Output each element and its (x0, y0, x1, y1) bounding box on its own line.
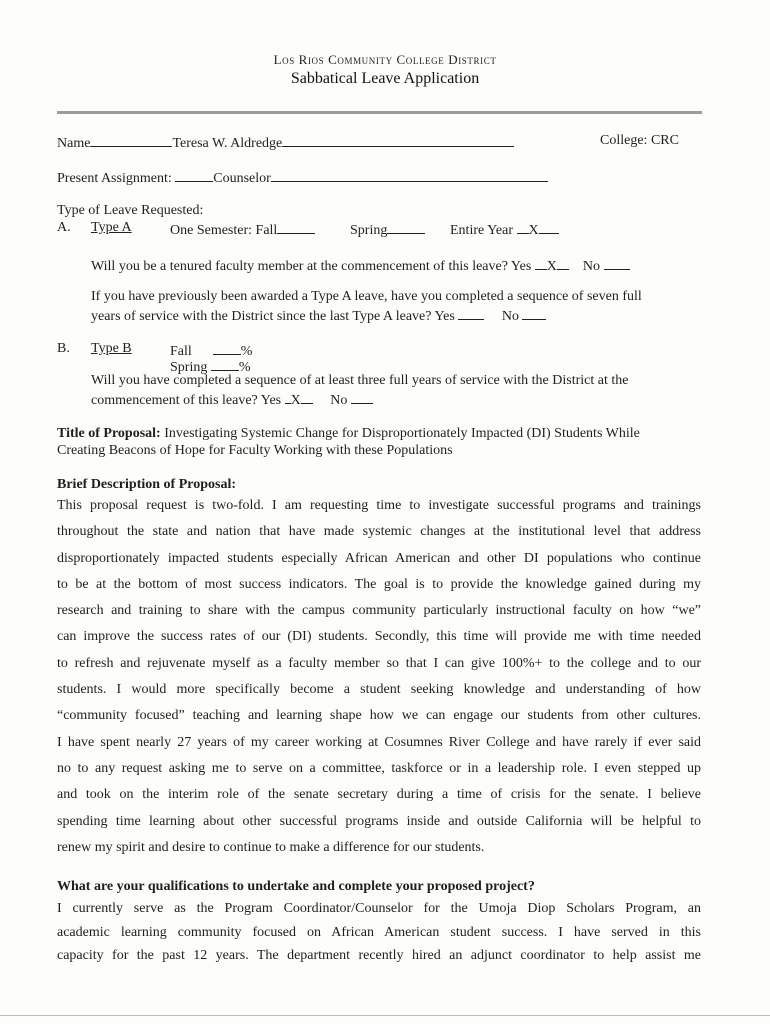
assignment-value: Counselor (213, 171, 271, 186)
page-bottom-rule (0, 1015, 770, 1016)
name-row (57, 133, 514, 152)
text-line: academic learning community focused on African American student success. I have served in this (57, 924, 701, 940)
form-title: Sabbatical Leave Application (290, 70, 480, 87)
type-a-marker: A. (57, 220, 71, 235)
qualifications-body (57, 897, 701, 968)
name-label: Name (57, 136, 91, 151)
proposal-title-line1 (57, 426, 640, 442)
text-line: This proposal request is two-fold. I am requesting time to investigate successful programs and trainings (57, 498, 701, 513)
type-b-label: Type B (91, 341, 132, 356)
college-value: CRC (650, 133, 679, 148)
proposal-title-text: Investigating Systemic Change for Disproportionately Impacted (DI) Students While (164, 426, 640, 441)
type-a-label: Type A (91, 220, 132, 235)
type-b-question-line2: commencement of this leave? Yes X No (91, 390, 373, 409)
qualifications-heading: What are your qualifications to undertake and complete your proposed project? (57, 879, 535, 894)
description-body (57, 493, 701, 861)
text-line: research and training to share with the campus community particularly instructional faculty on how “we” (57, 603, 701, 619)
previous-leave-question-line2: years of service with the District since the last Type A leave? Yes No (91, 306, 546, 325)
type-b-yes-mark: X (290, 393, 301, 408)
previous-leave-question-line1: If you have previously been awarded a Type A leave, have you completed a sequence of seven full (91, 289, 642, 304)
tenured-yes-mark: X (546, 259, 557, 274)
text-line: capacity for the past 12 years. The department recently hired an adjunct coordinator to help assist me (57, 948, 701, 963)
one-semester-fall: One Semester: Fall (170, 220, 315, 239)
college-field (600, 133, 679, 149)
entire-year-mark: X (528, 223, 539, 238)
text-line: throughout the state and nation that have made systemic changes at the institutional level that address (57, 524, 701, 540)
type-b-question-line1: Will you have completed a sequence of at least three full years of service with the District at the (91, 373, 629, 388)
text-line: can improve the success rates of our (DI) students. Secondly, this time will provide me with time needed (57, 629, 701, 645)
text-line: disproportionately impacted students especially African American and other DI populations who continue (57, 550, 701, 566)
text-line: to be at the bottom of most success indicators. The goal is to provide the knowledge gained during my (57, 576, 701, 592)
text-line: I have spent nearly 27 years of my career working at Cosumnes River College and have rarely if ever said (57, 734, 701, 750)
text-line: students. I would more specifically become a student seeking knowledge and understanding of how (57, 682, 701, 698)
entire-year-field: Entire Year X (450, 220, 559, 239)
type-b-marker: B. (57, 341, 70, 356)
text-line: renew my spirit and desire to continue to make a difference for our students. (57, 839, 485, 855)
text-line: and took on the interim role of the senate secretary during a time of crisis for the senate. I believe (57, 787, 701, 803)
proposal-title-label: Title of Proposal: (57, 426, 161, 441)
name-value: Teresa W. Aldredge (172, 136, 283, 151)
text-line: “community focused” teaching and learning shape how we can engage our students from other cultures. (57, 708, 701, 724)
text-line: to refresh and rejuvenate myself as a faculty member so that I can give 100%+ to the college and to our (57, 655, 701, 671)
header-rule (57, 111, 702, 114)
leave-type-heading: Type of Leave Requested: (57, 203, 204, 218)
description-heading: Brief Description of Proposal: (57, 477, 236, 492)
text-line: spending time learning about other successful programs inside and outside California will be helpful to (57, 813, 701, 829)
type-b-spring: Spring % (170, 357, 251, 376)
type-b-fall: Fall % (170, 341, 252, 360)
college-label: College: (600, 133, 648, 148)
proposal-title-line2: Creating Beacons of Hope for Faculty Working with these Populations (57, 443, 453, 458)
district-name: Los Rios Community College District (273, 52, 497, 67)
text-line: I currently serve as the Program Coordinator/Counselor for the Umoja Diop Scholars Program, an (57, 901, 701, 916)
one-semester-spring: Spring (350, 220, 425, 239)
text-line: no to any request asking me to serve on a committee, taskforce or in a leadership role. I even stepped up (57, 760, 701, 776)
assignment-row (57, 168, 548, 187)
tenured-question: Will you be a tenured faculty member at the commencement of this leave? Yes X No (91, 256, 630, 275)
assignment-label: Present Assignment: (57, 171, 172, 186)
